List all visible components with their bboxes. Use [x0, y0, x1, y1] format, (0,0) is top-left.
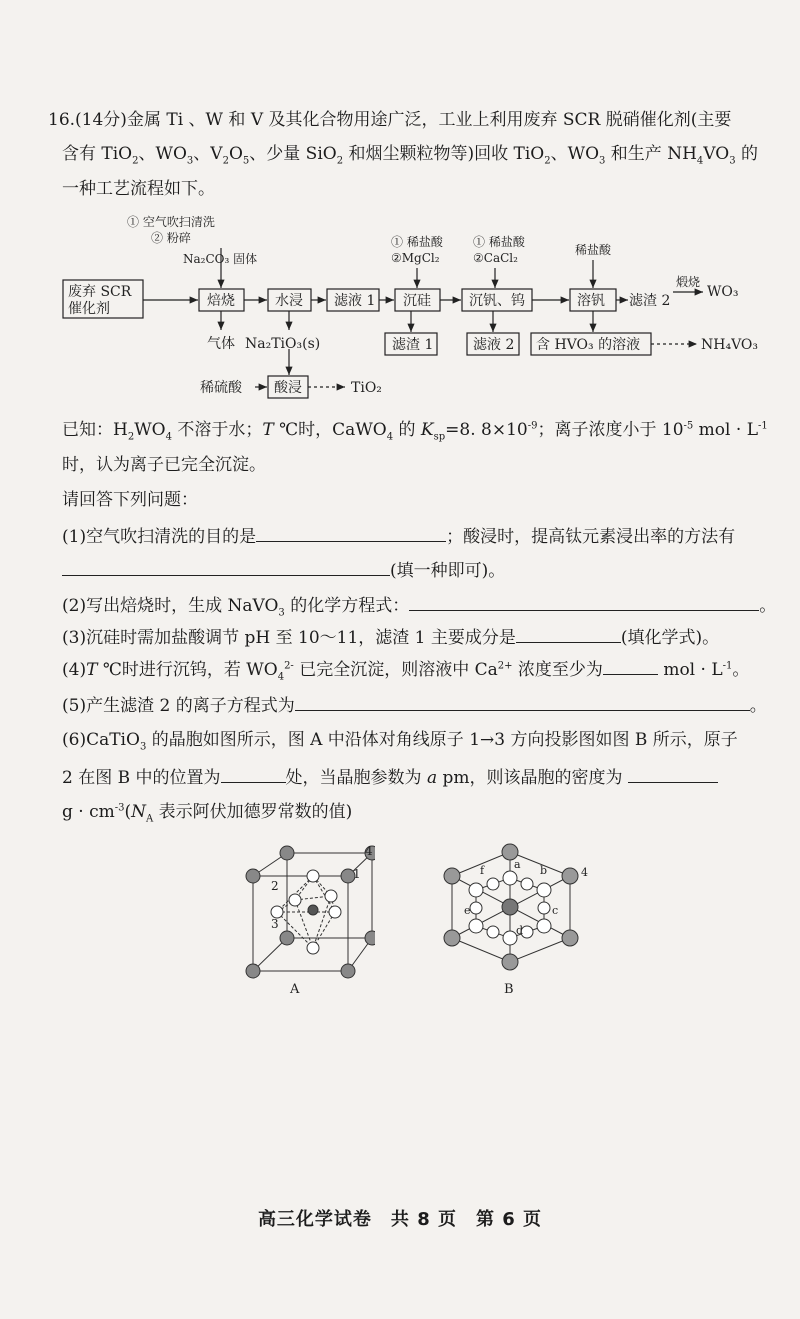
figure-a-label: A [290, 982, 300, 997]
q6-blank1[interactable] [221, 764, 286, 783]
q4-blank[interactable] [603, 656, 658, 675]
q2-blank[interactable] [409, 592, 759, 611]
question-number: 16. [48, 110, 76, 130]
crystal-figure-b [440, 838, 595, 998]
q1-blank1[interactable] [256, 523, 446, 542]
pos-b-label: b [540, 864, 548, 877]
nh4vo3-label: NH₄VO₃ [701, 337, 759, 353]
q5-blank[interactable] [295, 692, 750, 711]
start-label2: 催化剂 [68, 301, 110, 317]
q1-blank2[interactable] [62, 557, 390, 576]
question-intro-line1: 16.(14分)金属 Ti 、W 和 V 及其化合物用途广泛，工业上利用废弃 SCR 脱硝催化剂(主要 [48, 110, 732, 130]
vw-label: 沉钒、钨 [469, 293, 525, 309]
filtrate1-label: 滤液 1 [334, 293, 376, 309]
known-info-line2: 时，认为离子已完全沉淀。 [62, 455, 266, 475]
figure-b-label: B [504, 982, 514, 997]
acid3-label: 稀盐酸 [575, 243, 612, 257]
calcine-label: 煅烧 [676, 275, 701, 289]
q3-line: (3)沉硅时需加盐酸调节 pH 至 10～11，滤渣 1 主要成分是 (填化学式)。 [62, 624, 719, 650]
dissolve-label: 溶钒 [577, 293, 605, 309]
pos-a-label: a [514, 858, 521, 871]
pos-c-label: c [552, 904, 559, 917]
q2-line: (2)写出焙烧时，生成 NaVO$_3$ 的化学方程式： 。 [62, 592, 776, 618]
pre-step2-label: ② 粉碎 [151, 231, 191, 245]
residue2-label: 滤渣 2 [629, 293, 671, 309]
acid2b-label: ②CaCl₂ [473, 251, 518, 265]
acid2a-label: ① 稀盐酸 [473, 235, 525, 249]
atom4-label: 4 [365, 844, 373, 858]
q5-line: (5)产生滤渣 2 的离子方程式为 。 [62, 692, 767, 718]
si-label: 沉硅 [403, 293, 431, 309]
na2tio3-label: Na₂TiO₃(s) [245, 336, 321, 352]
pos-4-label: 4 [581, 866, 588, 879]
page-footer: 高三化学试卷 共 8 页 第 6 页 [257, 1209, 543, 1230]
q6-line1: (6)CaTiO$_3$ 的晶胞如图所示，图 A 中沿体对角线原子 1→3 方向投影图如图 B 所示，原子 [62, 730, 738, 753]
h2so4-label: 稀硫酸 [200, 380, 242, 396]
roast-label: 焙烧 [207, 293, 235, 309]
gas-label: 气体 [207, 336, 235, 352]
atom1-label: 1 [353, 867, 361, 881]
pre-step1-label: ① 空气吹扫清洗 [127, 215, 215, 229]
leach-label: 水浸 [275, 293, 303, 309]
q1-line2: (填一种即可)。 [62, 557, 505, 583]
known-info-line1: 已知：$H_2WO_4$ 不溶于水；T ℃时，CaWO$_4$ 的 $K_{sp}=8$. $8\times 10^{-9}$；离子浓度小于 $10^{-5}$ mol · $L^{-1}$ [62, 420, 768, 443]
question-intro-line2: 含有 TiO$_2$、$WO_3$、$V_2O_5$、少量 SiO$_2$ 和烟尘颗粒物等)回收 TiO$_2$、$WO_3$ 和生产 $NH_4VO_3$ 的 [62, 144, 758, 167]
q4-line: (4)T ℃时进行沉钨，若 $WO_4^{2-}$ 已完全沉淀，则溶液中 $Ca^{2+}$ 浓度至少为 mol · $L^{-1}$。 [62, 656, 749, 682]
pos-d-label: d [516, 924, 524, 937]
atom2-label: 2 [271, 879, 279, 893]
hvo3-label: 含 HVO₃ 的溶液 [536, 337, 641, 353]
wo3-label: WO₃ [707, 284, 739, 300]
prompt: 请回答下列问题： [62, 490, 198, 510]
process-flow-diagram [55, 212, 780, 407]
question-score: (14分) [75, 110, 127, 130]
pos-e-label: e [464, 904, 471, 917]
filtrate2-label: 滤液 2 [473, 337, 515, 353]
q3-blank[interactable] [516, 624, 621, 643]
q6-line2: 2 在图 B 中的位置为 处，当晶胞参数为 a pm，则该晶胞的密度为 [62, 764, 718, 790]
question-intro-line3: 一种工艺流程如下。 [62, 179, 215, 199]
q6-line3: $g \cdot cm^{-3}(N_A$ 表示阿伏加德罗常数的值) [62, 802, 353, 825]
q6-blank2[interactable] [628, 764, 718, 783]
residue1-label: 滤渣 1 [392, 337, 434, 353]
tio2-label: TiO₂ [351, 380, 382, 396]
crystal-figure-a [235, 838, 375, 998]
acidleach-label: 酸浸 [274, 380, 302, 396]
start-label: 废弃 SCR [68, 284, 132, 300]
atom3-label: 3 [271, 917, 279, 931]
acid1b-label: ②MgCl₂ [391, 251, 440, 265]
na2co3-label: Na₂CO₃ 固体 [183, 252, 258, 266]
acid1a-label: ① 稀盐酸 [391, 235, 443, 249]
pos-f-label: f [480, 864, 485, 877]
q1-line1: (1)空气吹扫清洗的目的是 ；酸浸时，提高钛元素浸出率的方法有 [62, 523, 735, 549]
